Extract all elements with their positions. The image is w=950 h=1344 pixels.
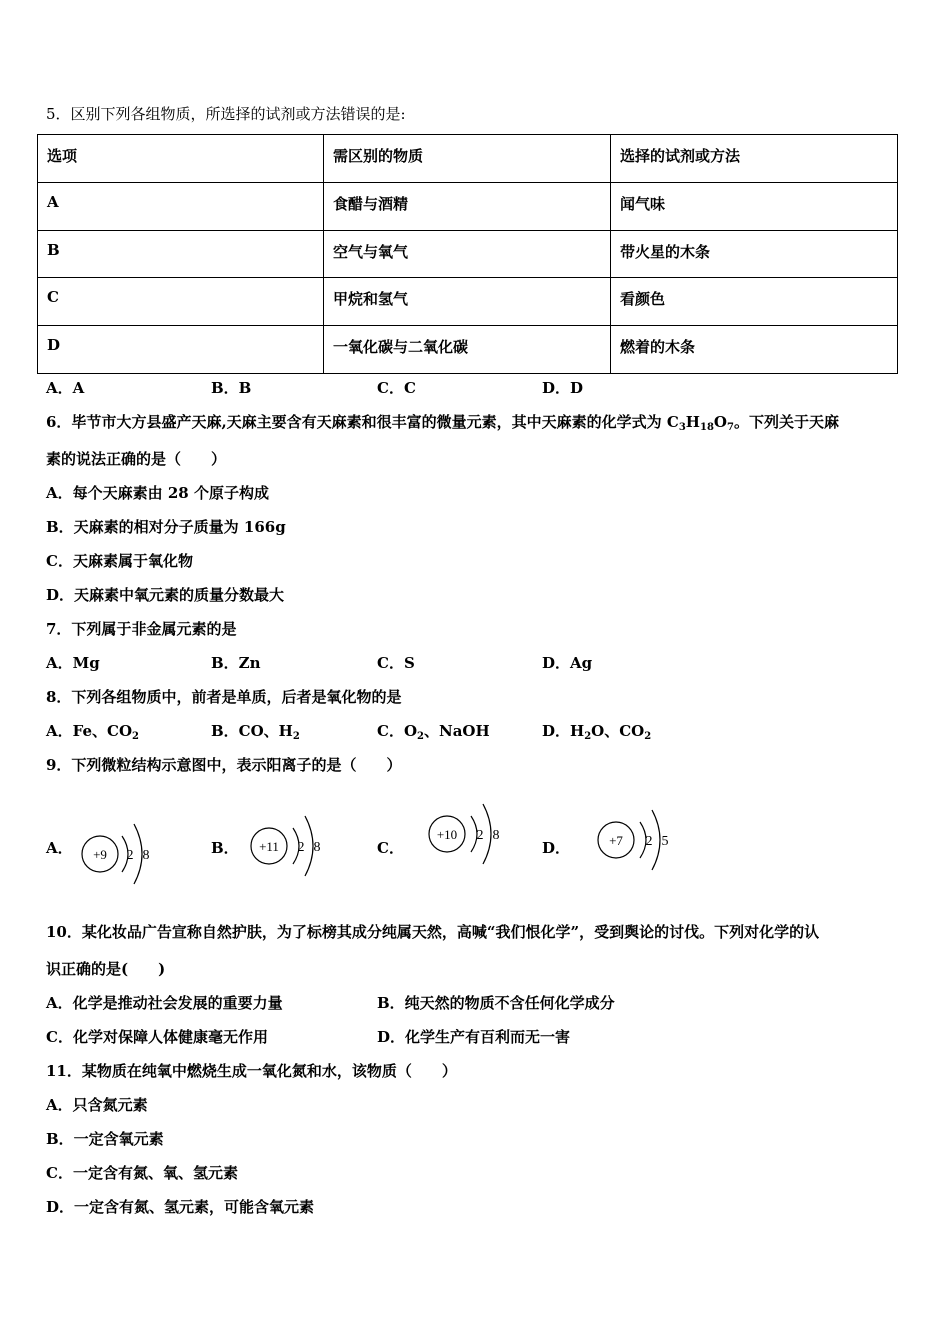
nucleus-charge: +7 — [609, 833, 623, 848]
q5-option-a[interactable]: A．A — [46, 379, 85, 397]
table-cell: 闻气味 — [611, 182, 898, 230]
q9-option-d-diagram[interactable] — [594, 802, 684, 878]
q7-option-a[interactable]: A．Mg — [46, 654, 100, 672]
electron-shell-2 — [483, 804, 491, 864]
q10-option-c[interactable]: C．化学对保障人体健康毫无作用 — [46, 1028, 268, 1046]
q5-table — [37, 134, 898, 374]
electron-count-2: 8 — [142, 848, 150, 863]
table-header-cell: 选项 — [38, 135, 324, 183]
electron-count-2: 8 — [313, 840, 321, 855]
q8-option-b[interactable]: B．CO、$H_2$ — [211, 722, 300, 742]
table-cell: 甲烷和氢气 — [324, 278, 611, 326]
q6-option-a[interactable]: A．每个天麻素由 28 个原子构成 — [46, 484, 269, 502]
q9-option-a-diagram[interactable] — [74, 816, 164, 892]
q10-option-d[interactable]: D．化学生产有百利而无一害 — [377, 1028, 571, 1046]
q10-stem-line2: 识正确的是( ) — [46, 960, 166, 978]
electron-shell-2 — [652, 810, 660, 870]
nucleus-charge: +10 — [436, 827, 458, 842]
q6-stem-line2: 素的说法正确的是（ ） — [46, 450, 227, 468]
electron-count-1: 2 — [126, 848, 134, 863]
q9-option-b-diagram[interactable] — [247, 808, 337, 884]
q10-stem: 10．某化妆品广告宣称自然护肤，为了标榜其成分纯属天然，高喊“我们恨化学”，受到舆论的讨伐。下列对化学的认 — [46, 923, 820, 941]
table-row — [38, 230, 898, 278]
q7-option-c[interactable]: C．S — [377, 654, 415, 672]
table-cell: 带火星的木条 — [611, 230, 898, 278]
table-cell: 看颜色 — [611, 278, 898, 326]
electron-count-2: 5 — [661, 834, 669, 849]
q11-option-c[interactable]: C．一定含有氮、氧、氢元素 — [46, 1164, 238, 1182]
electron-count-1: 2 — [297, 840, 305, 855]
q6-option-d[interactable]: D．天麻素中氧元素的质量分数最大 — [46, 586, 285, 604]
q8-option-c[interactable]: C．$O_2$、NaOH — [377, 722, 490, 742]
q6-stem: 6．毕节市大方县盛产天麻,天麻主要含有天麻素和很丰富的微量元素，其中天麻素的化学式为 $C_3H_{18}O_7$。下列关于天麻 — [46, 413, 839, 433]
table-header-cell: 选择的试剂或方法 — [611, 135, 898, 183]
q7-stem: 7．下列属于非金属元素的是 — [46, 620, 237, 638]
table-cell: 食醋与酒精 — [324, 182, 611, 230]
q9-option-d-label[interactable]: D． — [542, 839, 571, 857]
q5-option-b[interactable]: B．B — [211, 379, 252, 397]
q9-option-a-label[interactable]: A． — [46, 839, 73, 857]
q9-stem: 9．下列微粒结构示意图中，表示阳离子的是（ ） — [46, 756, 402, 774]
table-header-row — [38, 135, 898, 183]
table-row — [38, 182, 898, 230]
q5-stem: 5．区别下列各组物质，所选择的试剂或方法错误的是: — [46, 105, 406, 123]
q7-option-d[interactable]: D．Ag — [542, 654, 593, 672]
table-cell: B — [38, 230, 324, 278]
electron-shell-2 — [305, 816, 313, 876]
electron-count-1: 2 — [645, 834, 653, 849]
electron-shell-2 — [134, 824, 142, 884]
q8-stem: 8．下列各组物质中，前者是单质，后者是氧化物的是 — [46, 688, 402, 706]
q8-option-a[interactable]: A．Fe、$CO_2$ — [46, 722, 139, 742]
q11-option-a[interactable]: A．只含氮元素 — [46, 1096, 148, 1114]
table-cell: A — [38, 182, 324, 230]
nucleus-charge: +11 — [259, 839, 279, 854]
table-row — [38, 326, 898, 374]
table-header-cell: 需区别的物质 — [324, 135, 611, 183]
q9-option-b-label[interactable]: B． — [211, 839, 239, 857]
table-cell: 一氧化碳与二氧化碳 — [324, 326, 611, 374]
q5-option-d[interactable]: D．D — [542, 379, 584, 397]
table-cell: 空气与氧气 — [324, 230, 611, 278]
nucleus-charge: +9 — [93, 847, 107, 862]
electron-count-2: 8 — [492, 828, 500, 843]
q10-option-b[interactable]: B．纯天然的物质不含任何化学成分 — [377, 994, 615, 1012]
table-row — [38, 278, 898, 326]
q9-option-c-label[interactable]: C． — [377, 839, 404, 857]
q11-stem: 11．某物质在纯氧中燃烧生成一氧化氮和水，该物质（ ） — [46, 1062, 457, 1080]
q6-option-b[interactable]: B．天麻素的相对分子质量为 166g — [46, 518, 286, 536]
table-cell: C — [38, 278, 324, 326]
q9-option-c-diagram[interactable] — [425, 796, 515, 872]
q11-option-b[interactable]: B．一定含氧元素 — [46, 1130, 164, 1148]
q11-option-d[interactable]: D．一定含有氮、氢元素，可能含氧元素 — [46, 1198, 315, 1216]
electron-count-1: 2 — [476, 828, 484, 843]
q6-option-c[interactable]: C．天麻素属于氧化物 — [46, 552, 193, 570]
q5-option-c[interactable]: C．C — [377, 379, 416, 397]
q10-option-a[interactable]: A．化学是推动社会发展的重要力量 — [46, 994, 283, 1012]
table-cell: D — [38, 326, 324, 374]
table-cell: 燃着的木条 — [611, 326, 898, 374]
q7-option-b[interactable]: B．Zn — [211, 654, 261, 672]
q8-option-d[interactable]: D．$H_2O$、$CO_2$ — [542, 722, 652, 742]
